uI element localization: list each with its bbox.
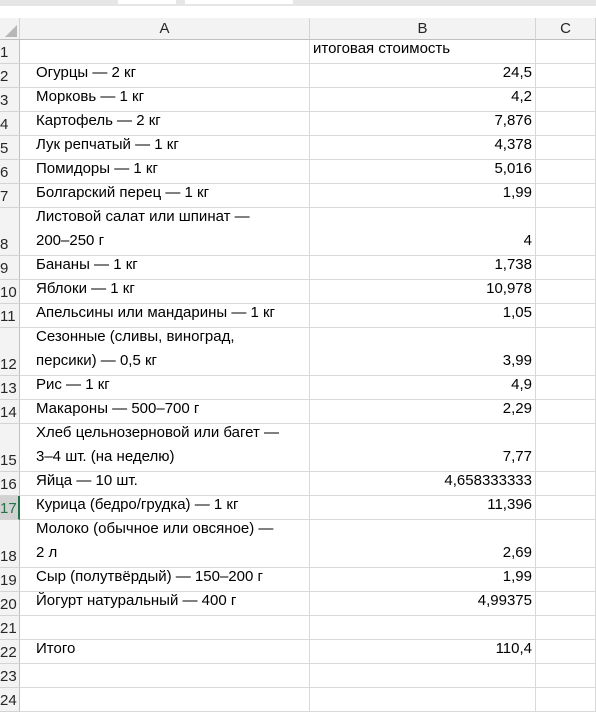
cell-a10[interactable] [20,280,310,304]
row-header-12[interactable] [0,328,20,376]
row-number: 12 [0,356,17,373]
cell-c10[interactable] [536,280,596,304]
cell-a19[interactable] [20,568,310,592]
cell-c2[interactable] [536,64,596,88]
row-header-10[interactable] [0,280,20,304]
cell-b3[interactable] [310,88,536,112]
row-header-21[interactable] [0,616,20,640]
row-number: 18 [0,548,17,565]
cell-c23[interactable] [536,664,596,688]
row-header-23[interactable] [0,664,20,688]
cell-a18[interactable] [20,520,310,568]
cell-b5[interactable] [310,136,536,160]
select-all-button[interactable] [0,18,20,40]
cell-c22[interactable] [536,640,596,664]
cell-value: Болгарский перец — 1 кг [36,184,210,201]
cell-value: 7,77 [502,448,532,465]
cell-value: Рис — 1 кг [36,376,110,393]
cell-a8[interactable] [20,208,310,256]
row-header-9[interactable] [0,256,20,280]
row-number: 16 [0,476,17,493]
cell-value: Курица (бедро/грудка) — 1 кг [36,496,239,513]
cell-value: Морковь — 1 кг [36,88,145,105]
cell-value: Яйца — 10 шт. [36,472,138,489]
row-header-14[interactable] [0,400,20,424]
cell-b18[interactable] [310,520,536,568]
cell-c17[interactable] [536,496,596,520]
cell-b13[interactable] [310,376,536,400]
cell-value: 7,876 [494,112,532,129]
cell-value: Лук репчатый — 1 кг [36,136,179,153]
cell-value: 1,738 [494,256,532,273]
row-number: 15 [0,452,17,469]
cell-c12[interactable] [536,328,596,376]
cell-b15[interactable] [310,424,536,472]
row-number: 8 [0,236,9,253]
row-header-5[interactable] [0,136,20,160]
cell-c21[interactable] [536,616,596,640]
cell-b24[interactable] [310,688,536,712]
cell-c18[interactable] [536,520,596,568]
cell-a5[interactable] [20,136,310,160]
cell-value: Итого [36,640,76,657]
cell-b14[interactable] [310,400,536,424]
cell-a15[interactable] [20,424,310,472]
cell-c15[interactable] [536,424,596,472]
sheet-tab[interactable] [118,0,176,4]
cell-value: 4,9 [511,376,532,393]
cell-value: 4,658333333 [444,472,532,489]
row-number: 5 [0,140,9,157]
cell-b17[interactable] [310,496,536,520]
cell-a17[interactable] [20,496,310,520]
cell-c19[interactable] [536,568,596,592]
cell-b6[interactable] [310,160,536,184]
row-header-15[interactable] [0,424,20,472]
row-number: 17 [0,500,17,517]
cell-value: Йогурт натуральный — 400 г [36,592,237,609]
row-header-11[interactable] [0,304,20,328]
cell-b16[interactable] [310,472,536,496]
cell-value: Бананы — 1 кг [36,256,138,273]
cell-c4[interactable] [536,112,596,136]
row-header-16[interactable] [0,472,20,496]
cell-a4[interactable] [20,112,310,136]
cell-value: 1,05 [502,304,532,321]
cell-b22[interactable] [310,640,536,664]
cell-value: 1,99 [502,184,532,201]
row-number: 20 [0,596,17,613]
row-header-3[interactable] [0,88,20,112]
cell-c24[interactable] [536,688,596,712]
cell-b7[interactable] [310,184,536,208]
row-number: 2 [0,68,9,85]
cell-c7[interactable] [536,184,596,208]
row-number: 9 [0,260,9,277]
row-header-6[interactable] [0,160,20,184]
cell-a9[interactable] [20,256,310,280]
cell-c13[interactable] [536,376,596,400]
column-header-b[interactable]: B [310,18,536,40]
cell-a7[interactable] [20,184,310,208]
row-header-19[interactable] [0,568,20,592]
row-header-20[interactable] [0,592,20,616]
cell-b2[interactable] [310,64,536,88]
cell-value: Сыр (полутвёрдый) — 150–200 г [36,568,263,585]
row-header-13[interactable] [0,376,20,400]
cell-b1[interactable] [310,40,536,64]
cell-b20[interactable] [310,592,536,616]
row-header-1[interactable] [0,40,20,64]
cell-a2[interactable] [20,64,310,88]
cell-value: Листовой салат или шпинат — 200–250 г [36,208,250,249]
cell-a16[interactable] [20,472,310,496]
row-number: 7 [0,188,9,205]
row-number: 13 [0,380,17,397]
row-number: 22 [0,644,17,661]
cell-a12[interactable] [20,328,310,376]
cell-value: 4 [523,232,532,249]
row-header-17[interactable] [0,496,20,520]
cell-c20[interactable] [536,592,596,616]
cell-b11[interactable] [310,304,536,328]
sheet-tab[interactable] [185,0,293,4]
cell-value: Сезонные (сливы, виноград, персики) — 0,5 кг [36,328,235,369]
row-number: 10 [0,284,17,301]
cell-value: 1,99 [502,568,532,585]
cell-a23[interactable] [20,664,310,688]
cell-c6[interactable] [536,160,596,184]
row-number: 11 [0,308,16,325]
cell-value: 2,69 [502,544,532,561]
cell-value: Макароны — 500–700 г [36,400,200,417]
cell-value: Хлеб цельнозерновой или багет — 3–4 шт. (на неделю) [36,424,279,465]
column-header-c[interactable]: C [536,18,596,40]
sheet-tab-strip [0,0,596,6]
cell-b23[interactable] [310,664,536,688]
cell-c11[interactable] [536,304,596,328]
cell-value: 5,016 [494,160,532,177]
row-number: 4 [0,116,9,133]
row-number: 24 [0,692,17,709]
row-number: 1 [0,44,9,61]
cell-value: Апельсины или мандарины — 1 кг [36,304,276,321]
cell-a22[interactable] [20,640,310,664]
cell-value: итоговая стоимость [313,40,451,57]
cell-value: 4,2 [511,88,532,105]
cell-value: Огурцы — 2 кг [36,64,137,81]
cell-b4[interactable] [310,112,536,136]
cell-value: Молоко (обычное или овсяное) — 2 л [36,520,274,561]
row-header-22[interactable] [0,640,20,664]
cell-b8[interactable] [310,208,536,256]
cell-value: Картофель — 2 кг [36,112,161,129]
cell-c8[interactable] [536,208,596,256]
cell-b21[interactable] [310,616,536,640]
row-number: 6 [0,164,9,181]
cell-a20[interactable] [20,592,310,616]
row-header-4[interactable] [0,112,20,136]
cell-a13[interactable] [20,376,310,400]
cell-c3[interactable] [536,88,596,112]
cell-c16[interactable] [536,472,596,496]
row-header-24[interactable] [0,688,20,712]
row-header-2[interactable] [0,64,20,88]
cell-value: Помидоры — 1 кг [36,160,158,177]
cell-value: 10,978 [486,280,532,297]
row-header-7[interactable] [0,184,20,208]
cell-a6[interactable] [20,160,310,184]
cell-a11[interactable] [20,304,310,328]
row-header-18[interactable] [0,520,20,568]
cell-b12[interactable] [310,328,536,376]
cell-c5[interactable] [536,136,596,160]
cell-a24[interactable] [20,688,310,712]
cell-value: 2,29 [502,400,532,417]
cell-value: Яблоки — 1 кг [36,280,135,297]
cell-a14[interactable] [20,400,310,424]
cell-a1[interactable] [20,40,310,64]
select-all-triangle-icon [5,25,17,37]
cell-value: 11,396 [487,496,532,513]
row-number: 19 [0,572,17,589]
row-number: 14 [0,404,17,421]
cell-c14[interactable] [536,400,596,424]
row-number: 3 [0,92,9,109]
row-number: 21 [0,620,17,637]
cell-c1[interactable] [536,40,596,64]
row-number: 23 [0,668,17,685]
row-header-8[interactable] [0,208,20,256]
cell-value: 4,378 [494,136,532,153]
cell-c9[interactable] [536,256,596,280]
cell-value: 110,4 [495,640,532,657]
cell-a3[interactable] [20,88,310,112]
cell-b9[interactable] [310,256,536,280]
cell-value: 3,99 [502,352,532,369]
column-header-a[interactable]: A [20,18,310,40]
cell-value: 24,5 [502,64,532,81]
cell-b19[interactable] [310,568,536,592]
cell-b10[interactable] [310,280,536,304]
cell-a21[interactable] [20,616,310,640]
cell-value: 4,99375 [477,592,532,609]
